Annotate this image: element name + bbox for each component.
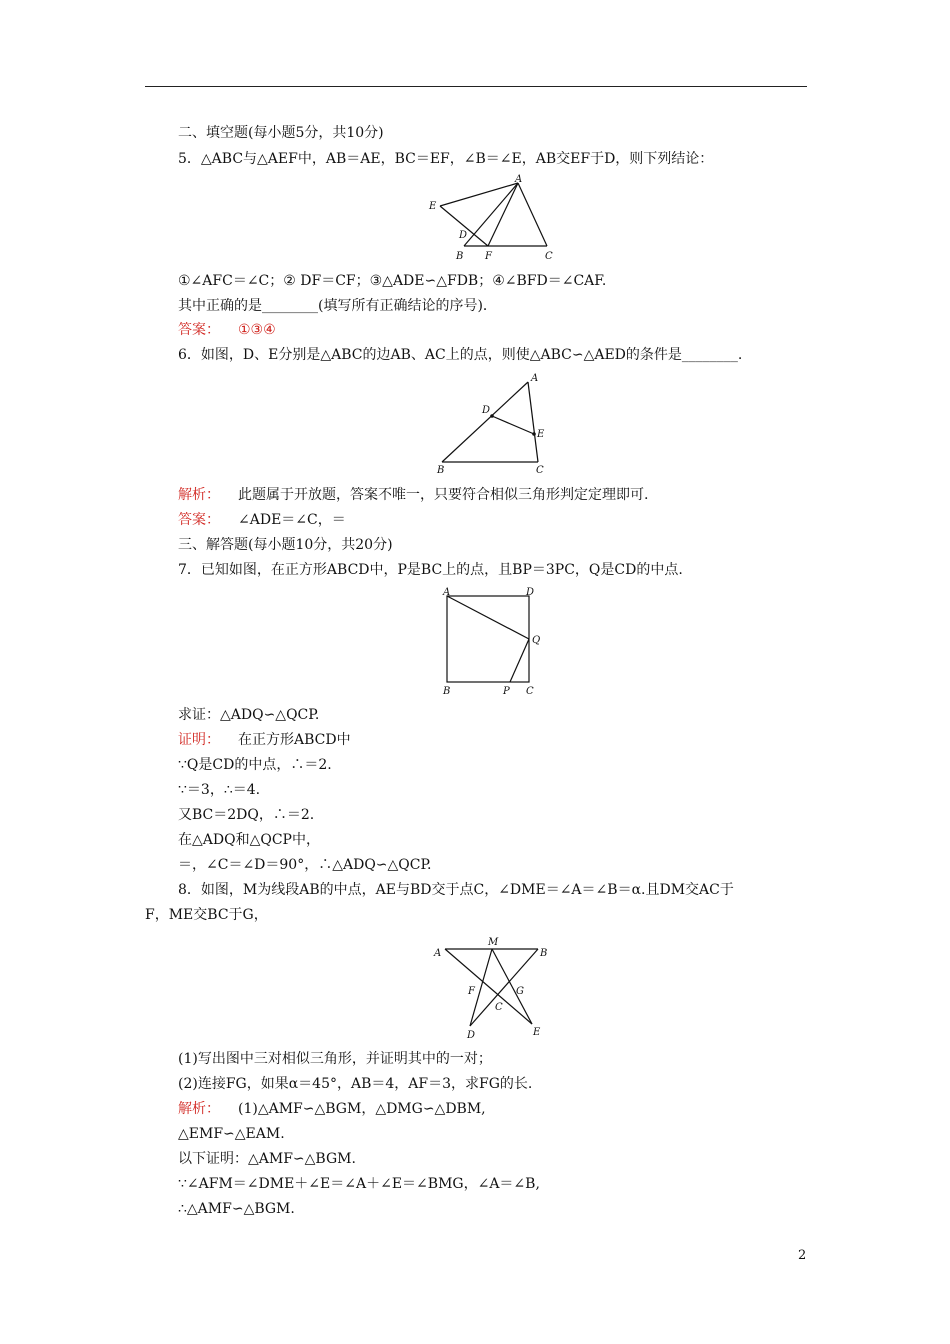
q5-answer-label: 答案： [178,322,220,338]
q5-fill: 其中正确的是________(填写所有正确结论的序号)． [178,298,497,314]
q8-label-b: B [540,948,548,959]
q7-label-c: C [526,686,534,697]
q8-analysis-label: 解析： [178,1101,220,1117]
q8-analysis-line-2: △EMF∽△EAM. [178,1126,285,1142]
q8-analysis-line-4: ∵∠AFM＝∠DME＋∠E＝∠A＋∠E＝∠BMG，∠A＝∠B, [178,1176,540,1192]
q8-stem-2: F，ME交BC于G， [145,907,268,923]
q6-analysis-label: 解析： [178,487,220,503]
q8-label-m: M [488,937,499,948]
q6-label-a: A [531,373,539,384]
q5-label-f: F [485,251,492,262]
q5-label-e: E [429,201,437,212]
q6-answer-value: ∠ADE＝∠C，＝ [238,512,346,528]
q7-proof-line-5: 在△ADQ和△QCP中， [178,832,320,848]
q7-label-q: Q [532,635,541,646]
q8-sub-2: (2)连接FG，如果α＝45°，AB＝4，AF＝3，求FG的长. [178,1076,533,1092]
q6-label-c: C [536,465,544,476]
q8-stem-1: 8．如图，M为线段AB的中点，AE与BD交于点C，∠DME＝∠A＝∠B＝α.且DM交AC于 [178,882,734,898]
q8-analysis-text-1: (1)△AMF∽△BGM，△DMG∽△DBM, [238,1101,486,1117]
q6-stem: 6．如图，D、E分别是△ABC的边AB、AC上的点，则使△ABC∽△AED的条件是________. [178,347,743,363]
q6-answer [178,511,346,529]
q8-analysis-line-1 [178,1100,486,1118]
q5-label-d: D [459,230,468,241]
q7-proof-line-3: ∵＝3，∴＝4. [178,782,261,798]
q5-label-c: C [545,251,553,262]
q5-answer [178,321,276,339]
q5-figure [420,172,560,264]
q6-label-e: E [537,429,545,440]
q8-label-f: F [468,986,475,997]
q5-options: ①∠AFC＝∠C；② DF＝CF；③△ADE∽△FDB；④∠BFD＝∠CAF. [178,273,607,289]
q7-proof-line-6: ＝，∠C＝∠D＝90°，∴△ADQ∽△QCP. [178,857,432,873]
q8-analysis-line-3: 以下证明：△AMF∽△BGM. [178,1151,356,1167]
q5-answer-value: ①③④ [238,322,276,338]
q5-stem: 5．△ABC与△AEF中，AB＝AE，BC＝EF，∠B＝∠E，AB交EF于D，则下列结论： [178,151,714,167]
q5-label-a: A [515,174,523,185]
q8-analysis-line-5: ∴△AMF∽△BGM. [178,1201,295,1217]
q7-label-a: A [443,587,451,598]
section-3-heading: 三、解答题(每小题10分，共20分) [178,537,393,553]
q7-label-d: D [526,587,535,598]
q5-label-b: B [456,251,464,262]
q8-label-d: D [467,1030,476,1041]
q7-proof-line-4: 又BC＝2DQ，∴＝2. [178,807,315,823]
q7-proof-line-1 [178,731,351,749]
q6-analysis [178,486,648,504]
q6-figure [430,372,560,477]
q7-prove: 求证：△ADQ∽△QCP. [178,707,320,723]
q8-label-c: C [495,1002,503,1013]
q6-answer-label: 答案： [178,512,220,528]
q8-label-g: G [516,986,524,997]
q6-analysis-text: 此题属于开放题，答案不唯一，只要符合相似三角形判定定理即可. [238,487,649,503]
page-number: 2 [798,1248,807,1263]
q8-label-a: A [434,948,442,959]
q6-label-b: B [437,465,445,476]
q8-figure [430,932,560,1044]
q7-proof-label: 证明： [178,732,220,748]
q7-proof-text-1: 在正方形ABCD中 [238,732,351,748]
q8-sub-1: (1)写出图中三对相似三角形，并证明其中的一对； [178,1051,492,1067]
q7-stem: 7．已知如图，在正方形ABCD中，P是BC上的点，且BP＝3PC，Q是CD的中点. [178,562,683,578]
header-rule [145,86,807,87]
section-2-heading: 二、填空题(每小题5分，共10分) [178,125,384,141]
q8-label-e: E [533,1027,541,1038]
q7-proof-line-2: ∵Q是CD的中点，∴＝2. [178,757,332,773]
q7-label-p: P [503,686,510,697]
q6-label-d: D [482,405,491,416]
q7-figure [435,585,555,700]
q7-label-b: B [443,686,451,697]
